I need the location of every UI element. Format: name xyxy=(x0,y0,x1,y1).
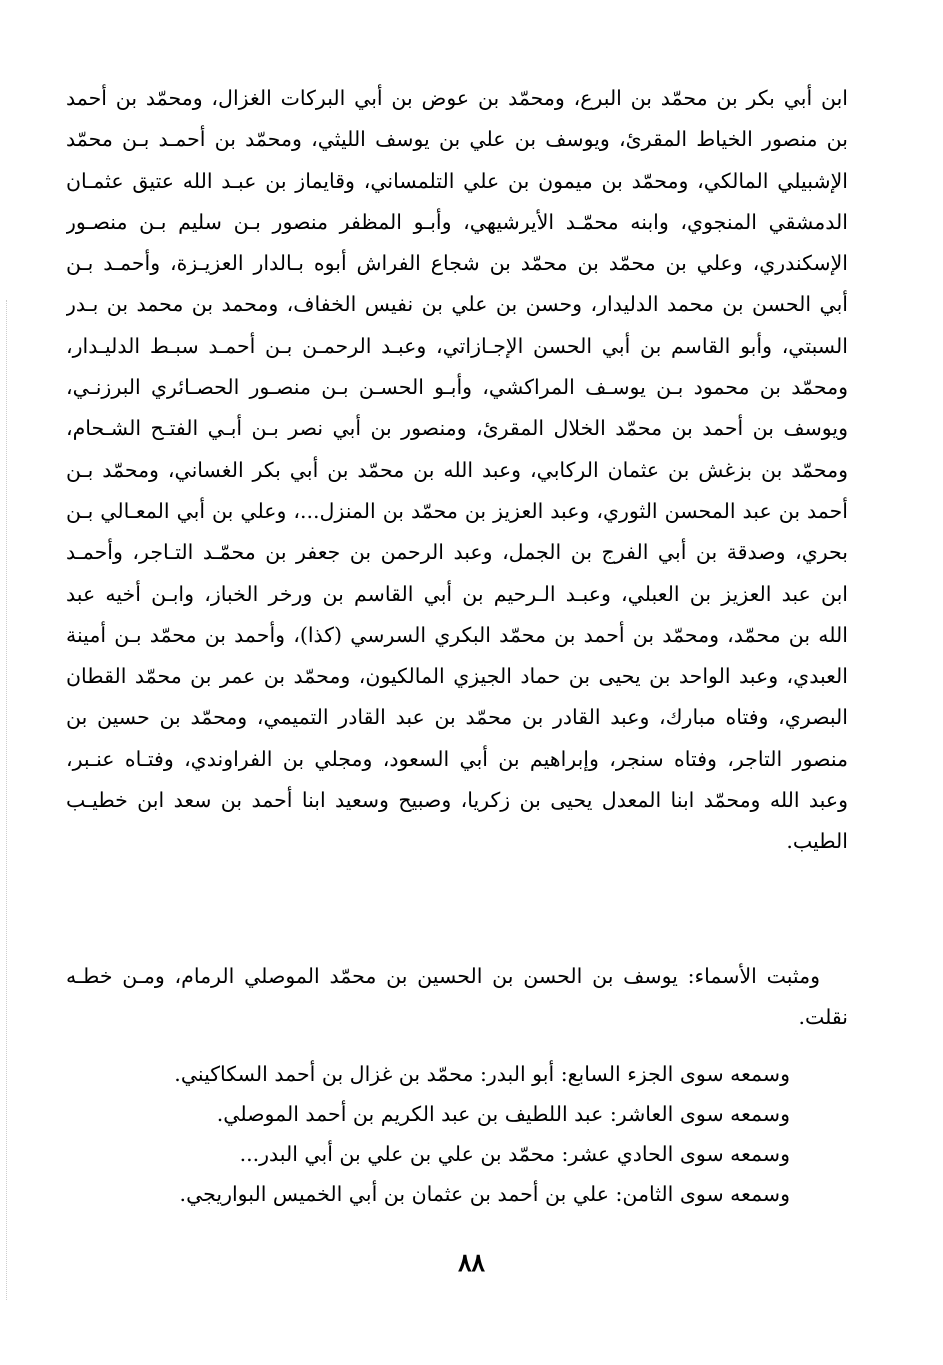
text-line: نقلت. xyxy=(798,1005,848,1030)
sama-line: وسمعه سوى الجزء السابع: أبو البدر: محمّد بن غزال بن أحمد السكاكيني. xyxy=(174,1062,790,1086)
text-line: أحمد بن عبد المحسن الثوري، وعبد العزيز بن محمّد بن المنزل...، وعلي بن أبي المعـالي بـن xyxy=(66,498,848,523)
sama-line: وسمعه سوى العاشر: عبد اللطيف بن عبد الكريم بن أحمد الموصلي. xyxy=(216,1102,790,1126)
text-line: البصري، وفتاه مبارك، وعبد القادر بن محمّد بن عبد القادر التميمي، ومحمّد بن حسين بن xyxy=(66,705,848,730)
sama-line: وسمعه سوى الثامن: علي بن أحمد بن عثمان بن أبي الخميس البواريجي. xyxy=(179,1182,790,1206)
text-line: منصور التاجر، وفتاه سنجر، وإبراهيم بن أبي السعود، ومجلي بن الفراوندي، وفتـاه عنـبر، xyxy=(66,746,848,771)
text-line: ويوسف بن أحمد بن محمّد الخلال المقرئ، ومنصور بن أبي نصر بـن أبـي الفتـح الشـحام، xyxy=(66,416,848,441)
text-line: الإسكندري، وعلي بن محمّد بن محمّد بن شجاع الفراش أبوه بـالدار العزيـزة، وأحمـد بـن xyxy=(66,251,848,276)
paragraph-listeners xyxy=(66,78,848,863)
text-line: ابن عبد العزيز بن العبلي، وعبـد الـرحيم بن أبي القاسم بن ورخر الخباز، وابـن أخيه عبد xyxy=(66,581,848,606)
paragraph-names-recorder xyxy=(66,956,848,1039)
text-line: الدمشقي المنجوي، وابنه محمّـد الأيرشيهي، وأبـو المظفر منصور بـن سليم بـن منصـور xyxy=(66,209,848,234)
text-line: الله بن محمّد، ومحمّد بن أحمد بن محمّد البكري السرسي (كذا)، وأحمد بن محمّد بـن أمينة xyxy=(66,622,848,647)
text-line: ومثبت الأسماء: يوسف بن الحسن بن الحسين بن محمّد الموصلي الرمام، ومـن خطـه xyxy=(66,964,820,988)
text-line: ابن أبي بكر بن محمّد بن البرع، ومحمّد بن عوض بن أبي البركات الغزال، ومحمّد بن أحمد xyxy=(66,86,848,110)
text-line: العبدي، وعبد الواحد بن يحيى بن حماد الجيزي المالكيون، ومحمّد بن عمر بن محمّد القطان xyxy=(66,664,848,689)
text-line: السبتي، وأبو القاسم بن أبي الحسن الإجـازاتي، وعبـد الرحمـن بـن أحمـد سبـط الدليـدار، xyxy=(66,333,848,358)
margin-dots xyxy=(6,300,11,1300)
text-line: بحري، وصدقة بن أبي الفرج بن الجمل، وعبد الرحمن بن جعفر بن محمّـد التـاجر، وأحمـد xyxy=(66,540,848,565)
text-line: بن منصور الخياط المقرئ، ويوسف بن علي بن يوسف الليثي، ومحمّد بن أحمـد بـن محمّد xyxy=(66,127,848,152)
text-line: أبي الحسن بن محمد الدليدار، وحسن بن علي بن نفيس الخفاف، ومحمد بن محمد بن بـدر xyxy=(66,292,848,317)
sama-line: وسمعه سوى الحادي عشر: محمّد بن علي بن علي بن أبي البدر... xyxy=(239,1142,790,1166)
text-line: وعبد الله ومحمّد ابنا المعدل يحيى بن زكريا، وصبيح وسعيد ابنا أحمد بن سعد ابن خطيـب xyxy=(66,788,848,813)
text-line: ومحمّد بن بزغش بن عثمان الركابي، وعبد الله بن محمّد بن أبي بكر الغساني، ومحمّد بـن xyxy=(66,457,848,482)
text-line: ومحمّد بن محمود بـن يوسـف المراكشي، وأبـو الحسـن بـن منصـور الحصـائري البرزنـي، xyxy=(66,375,848,400)
page-number: ٨٨ xyxy=(458,1248,485,1277)
text-line: الإشبيلي المالكي، ومحمّد بن ميمون بن علي التلمساني، وقايماز بن عبـد الله عتيق عثمـان xyxy=(66,168,848,193)
text-line: الطيب. xyxy=(786,829,848,854)
